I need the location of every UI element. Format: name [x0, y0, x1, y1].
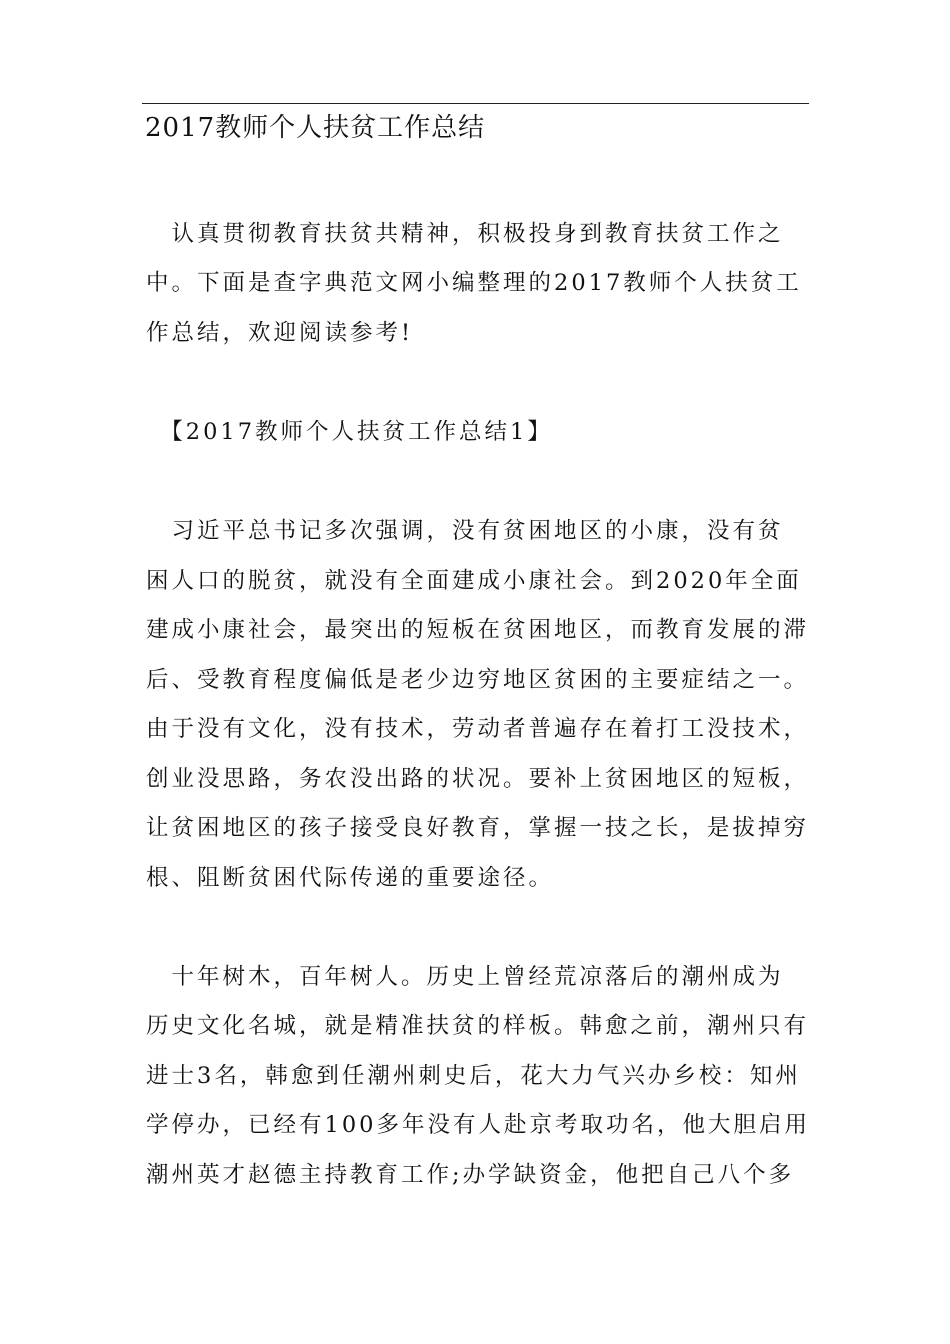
- paragraph-line: 由于没有文化，没有技术，劳动者普遍存在着打工没技术，: [146, 716, 810, 742]
- paragraph-line: 建成小康社会，最突出的短板在贫困地区，而教育发展的滞: [146, 617, 810, 643]
- paragraph-line: 创业没思路，务农没出路的状况。要补上贫困地区的短板，: [146, 766, 810, 792]
- paragraph-line: 历史文化名城，就是精准扶贫的样板。韩愈之前，潮州只有: [146, 1013, 810, 1039]
- intro-line: 认真贯彻教育扶贫共精神，积极投身到教育扶贫工作之: [146, 221, 784, 247]
- paragraph-line: 进士3名，韩愈到任潮州刺史后，花大力气兴办乡校：知州: [146, 1063, 801, 1089]
- paragraph-line: 困人口的脱贫，就没有全面建成小康社会。到2020年全面: [146, 568, 802, 594]
- paragraph-line: 潮州英才赵德主持教育工作;办学缺资金，他把自己八个多: [146, 1162, 795, 1188]
- intro-line: 中。下面是查字典范文网小编整理的2017教师个人扶贫工: [146, 270, 802, 296]
- paragraph-line: 习近平总书记多次强调，没有贫困地区的小康，没有贫: [146, 518, 784, 544]
- paragraph-line: 学停办，已经有100多年没有人赴京考取功名，他大胆启用: [146, 1112, 810, 1138]
- paragraph-line: 后、受教育程度偏低是老少边穷地区贫困的主要症结之一。: [146, 667, 810, 693]
- paragraph-line: 根、阻断贫困代际传递的重要途径。: [146, 865, 555, 891]
- intro-line: 作总结，欢迎阅读参考!: [146, 320, 414, 346]
- paragraph-line: 十年树木，百年树人。历史上曾经荒凉落后的潮州成为: [146, 964, 784, 990]
- page-title: 2017教师个人扶贫工作总结: [145, 113, 486, 143]
- paragraph-line: 让贫困地区的孩子接受良好教育，掌握一技之长，是拔掉穷: [146, 815, 810, 841]
- section-heading: 【2017教师个人扶贫工作总结1】: [146, 419, 553, 445]
- header-rule: [142, 103, 809, 104]
